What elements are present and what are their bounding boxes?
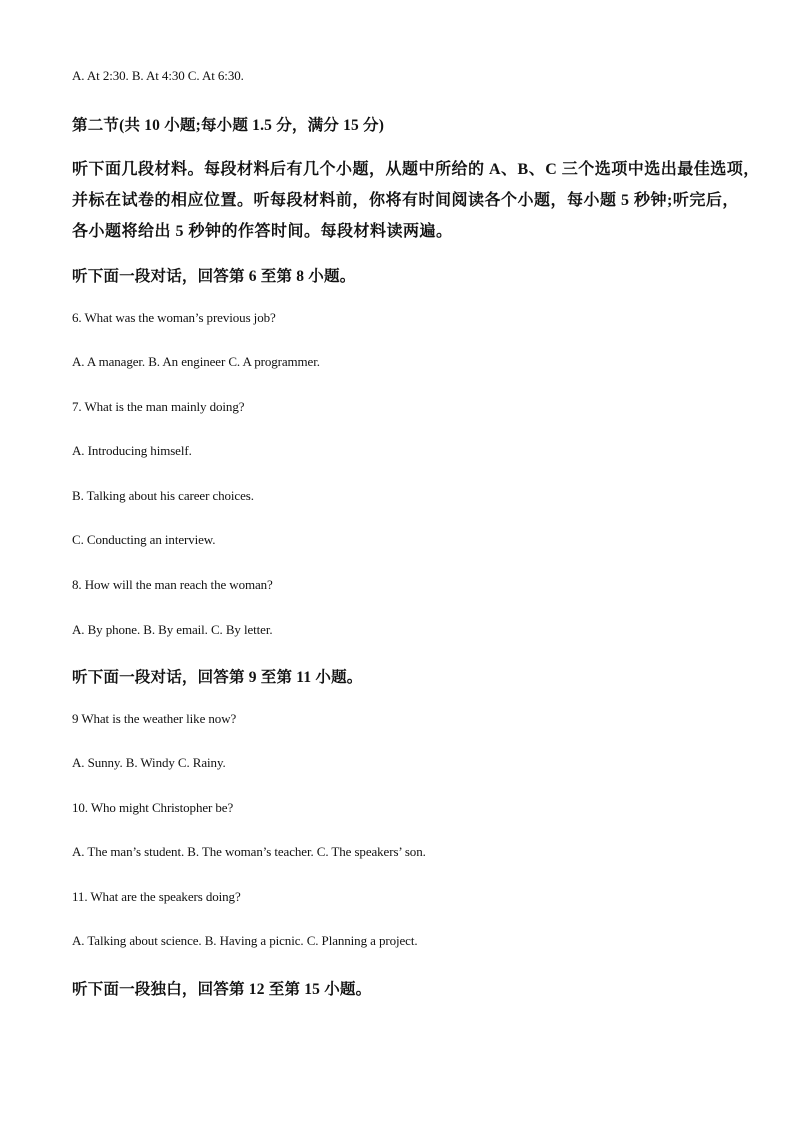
dialogue-heading-9-11: 听下面一段对话，回答第 9 至第 11 小题。 <box>72 669 363 686</box>
instructions-line-3: 各小题将给出 5 秒钟的作答时间。每段材料读两遍。 <box>72 223 453 240</box>
question-7: 7. What is the man mainly doing? <box>72 399 245 414</box>
section-two-heading: 第二节(共 10 小题;每小题 1.5 分，满分 15 分) <box>72 117 385 134</box>
instructions-line-2: 并标在试卷的相应位置。听每段材料前，你将有时间阅读各个小题，每小题 5 秒钟;听完后， <box>72 192 739 209</box>
question-7-option-a: A. Introducing himself. <box>72 443 192 458</box>
question-8-options: A. By phone. B. By email. C. By letter. <box>72 622 273 637</box>
question-7-option-b: B. Talking about his career choices. <box>72 488 254 503</box>
question-8: 8. How will the man reach the woman? <box>72 577 273 592</box>
question-10-options: A. The man’s student. B. The woman’s teacher. C. The speakers’ son. <box>72 844 426 859</box>
question-6-options: A. A manager. B. An engineer C. A programmer. <box>72 354 320 369</box>
q5-options: A. At 2:30. B. At 4:30 C. At 6:30. <box>72 68 244 83</box>
question-11: 11. What are the speakers doing? <box>72 889 241 904</box>
question-7-option-c: C. Conducting an interview. <box>72 532 216 547</box>
dialogue-heading-6-8: 听下面一段对话，回答第 6 至第 8 小题。 <box>72 268 356 285</box>
instructions-line-1: 听下面几段材料。每段材料后有几个小题，从题中所给的 A、B、C 三个选项中选出最佳选项， <box>72 161 760 178</box>
question-11-options: A. Talking about science. B. Having a picnic. C. Planning a project. <box>72 933 418 948</box>
question-9: 9 What is the weather like now? <box>72 711 237 726</box>
question-9-options: A. Sunny. B. Windy C. Rainy. <box>72 755 226 770</box>
question-10: 10. Who might Christopher be? <box>72 800 234 815</box>
question-6: 6. What was the woman’s previous job? <box>72 310 276 325</box>
monologue-heading-12-15: 听下面一段独白，回答第 12 至第 15 小题。 <box>72 981 372 998</box>
